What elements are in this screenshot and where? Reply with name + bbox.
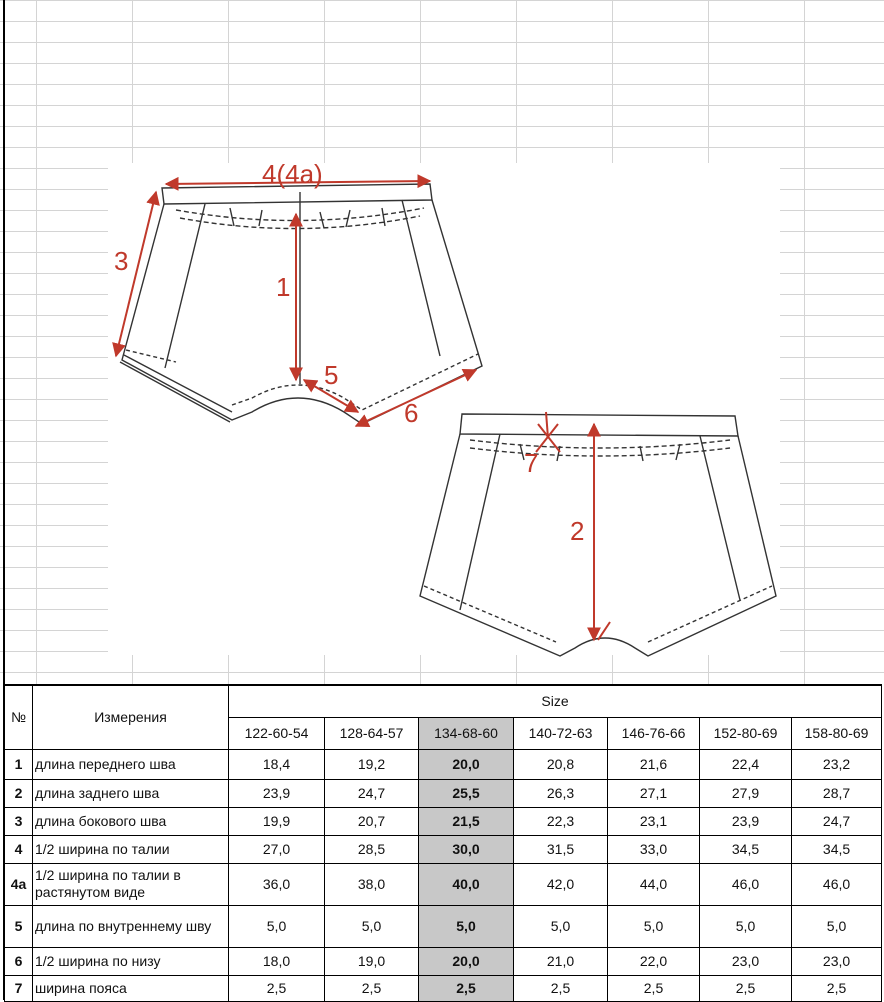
measure-header: Измерения — [33, 685, 229, 749]
dim-label-1: 1 — [276, 272, 291, 302]
table-row — [5, 947, 882, 975]
row-number: 4 — [5, 835, 33, 863]
measurement-value: 25,5 — [419, 779, 514, 807]
measurement-value: 22,4 — [700, 749, 792, 779]
size-header: Size — [229, 685, 882, 717]
table-row — [5, 779, 882, 807]
measurement-value: 34,5 — [792, 835, 882, 863]
measurement-value: 5,0 — [419, 905, 514, 947]
measurement-value: 46,0 — [700, 863, 792, 905]
measurement-value: 46,0 — [792, 863, 882, 905]
measurement-value: 5,0 — [700, 905, 792, 947]
measurement-value: 5,0 — [229, 905, 325, 947]
size-label: 134-68-60 — [419, 717, 514, 749]
measurement-value: 24,7 — [325, 779, 419, 807]
measurement-value: 34,5 — [700, 835, 792, 863]
dim-label-7: 7 — [524, 448, 539, 478]
measurement-value: 18,4 — [229, 749, 325, 779]
table-row — [5, 863, 882, 905]
measurement-value: 24,7 — [792, 807, 882, 835]
size-label: 158-80-69 — [792, 717, 882, 749]
measurement-value: 19,2 — [325, 749, 419, 779]
table-row — [5, 905, 882, 947]
measurement-value: 20,7 — [325, 807, 419, 835]
measurement-name: 1/2 ширина по низу — [33, 947, 229, 975]
measurement-value: 40,0 — [419, 863, 514, 905]
measurement-value: 21,5 — [419, 807, 514, 835]
measurement-value: 5,0 — [514, 905, 608, 947]
measurement-value: 30,0 — [419, 835, 514, 863]
measurement-value: 21,0 — [514, 947, 608, 975]
size-label: 122-60-54 — [229, 717, 325, 749]
row-number: 3 — [5, 807, 33, 835]
measurement-value: 31,5 — [514, 835, 608, 863]
table-row — [5, 835, 882, 863]
row-number: 4a — [5, 863, 33, 905]
drawing-panel — [108, 163, 780, 655]
measurement-value: 2,5 — [792, 975, 882, 1001]
measurement-value: 20,0 — [419, 947, 514, 975]
table-row — [5, 975, 882, 1001]
measurement-value: 2,5 — [514, 975, 608, 1001]
size-label: 128-64-57 — [325, 717, 419, 749]
measurement-value: 23,9 — [700, 807, 792, 835]
row-number: 2 — [5, 779, 33, 807]
measurement-value: 20,0 — [419, 749, 514, 779]
measurement-value: 23,9 — [229, 779, 325, 807]
measurement-name: ширина пояса — [33, 975, 229, 1001]
table-row — [5, 749, 882, 779]
measurement-value: 2,5 — [419, 975, 514, 1001]
measurement-value: 19,9 — [229, 807, 325, 835]
dim-label-2: 2 — [570, 516, 585, 546]
measurement-name: 1/2 ширина по талии — [33, 835, 229, 863]
measurement-value: 2,5 — [700, 975, 792, 1001]
measurement-value: 18,0 — [229, 947, 325, 975]
dim-label-4: 4(4a) — [262, 159, 323, 189]
table-body — [5, 749, 882, 1001]
row-number: 7 — [5, 975, 33, 1001]
size-label: 152-80-69 — [700, 717, 792, 749]
num-header: № — [5, 685, 33, 749]
measurement-value: 28,5 — [325, 835, 419, 863]
measurement-value: 23,1 — [608, 807, 700, 835]
measurement-name: 1/2 ширина по талии в растянутом виде — [33, 863, 229, 905]
size-table — [4, 684, 882, 1002]
measurement-value: 38,0 — [325, 863, 419, 905]
measurement-value: 44,0 — [608, 863, 700, 905]
measurement-value: 42,0 — [514, 863, 608, 905]
measurement-value: 33,0 — [608, 835, 700, 863]
size-label: 146-76-66 — [608, 717, 700, 749]
measurement-value: 2,5 — [325, 975, 419, 1001]
measurement-name: длина бокового шва — [33, 807, 229, 835]
dim-label-6: 6 — [404, 398, 419, 428]
table-row — [5, 807, 882, 835]
measurement-name: длина переднего шва — [33, 749, 229, 779]
measurement-value: 23,0 — [792, 947, 882, 975]
measurement-name: длина заднего шва — [33, 779, 229, 807]
measurement-value: 21,6 — [608, 749, 700, 779]
measurement-value: 19,0 — [325, 947, 419, 975]
measurement-value: 27,1 — [608, 779, 700, 807]
row-number: 5 — [5, 905, 33, 947]
dim-label-5: 5 — [324, 360, 339, 390]
row-number: 6 — [5, 947, 33, 975]
measurement-value: 23,2 — [792, 749, 882, 779]
measurement-value: 28,7 — [792, 779, 882, 807]
measurement-value: 2,5 — [229, 975, 325, 1001]
measurement-value: 5,0 — [792, 905, 882, 947]
measurement-value: 27,0 — [229, 835, 325, 863]
measurement-value: 5,0 — [325, 905, 419, 947]
measurement-value: 26,3 — [514, 779, 608, 807]
row-number: 1 — [5, 749, 33, 779]
dim-label-3: 3 — [114, 246, 129, 276]
measurement-value: 22,3 — [514, 807, 608, 835]
measurement-value: 36,0 — [229, 863, 325, 905]
size-label: 140-72-63 — [514, 717, 608, 749]
measurement-value: 20,8 — [514, 749, 608, 779]
measurement-value: 5,0 — [608, 905, 700, 947]
measurement-value: 22,0 — [608, 947, 700, 975]
measurement-value: 27,9 — [700, 779, 792, 807]
measurement-value: 2,5 — [608, 975, 700, 1001]
measurement-name: длина по внутреннему шву — [33, 905, 229, 947]
measurement-value: 23,0 — [700, 947, 792, 975]
